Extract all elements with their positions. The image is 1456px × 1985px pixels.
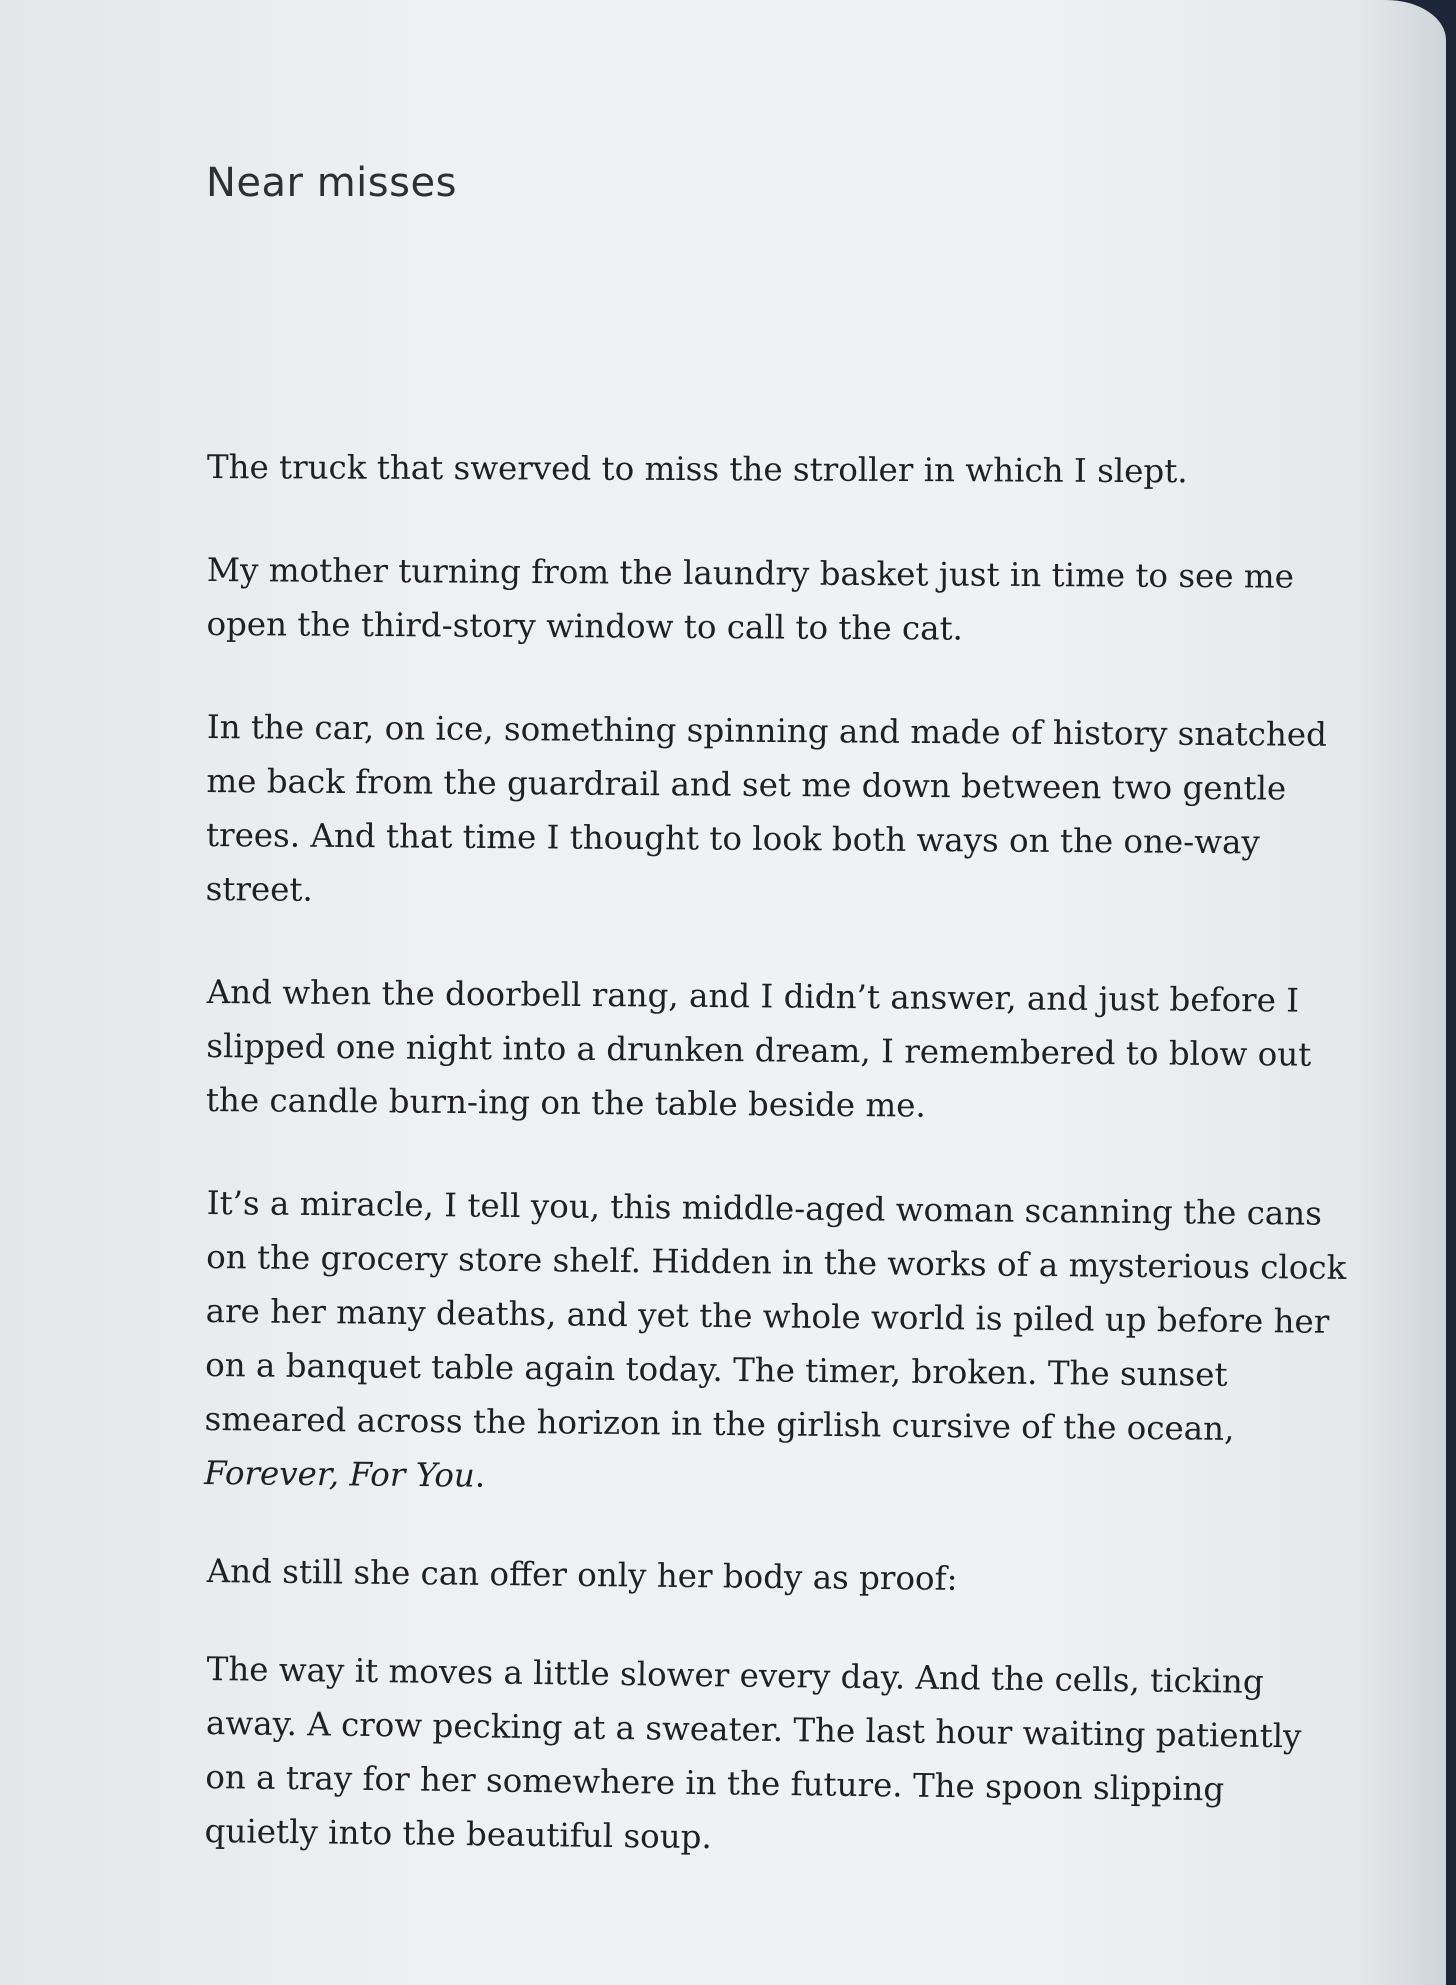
paragraph-1: The truck that swerved to miss the stroller in which I slept. [206, 447, 1188, 491]
poem-body [203, 440, 1357, 1858]
paragraph-7: The way it moves a little slower every day. And the cells, ticking away. A crow pecking at a sweater. The last hour waiting patiently on a tray for her somewhere in the future. The spoon slipping quietly into the beautiful soup. [204, 1649, 1302, 1857]
paragraph-5 [204, 1176, 1357, 1511]
italic-phrase: Forever, For You [203, 1453, 475, 1495]
paragraph-2: My mother turning from the laundry basket just in time to see me open the third-story window to call to the cat. [206, 550, 1295, 648]
paragraph-3: In the car, on ice, something spinning and made of history snatched me back from the guardrail and set me down between two gentle trees. And that time I thought to look both ways on the one-way street. [205, 707, 1328, 909]
paragraph-4: And when the doorbell rang, and I didn’t answer, and just before I slipped one night into a drunken dream, I remembered to blow out the candle burn-ing on the table beside me. [205, 972, 1312, 1125]
poem-title: Near misses [206, 160, 457, 206]
italic-suffix: . [474, 1456, 486, 1495]
paragraph-6: And still she can offer only her body as proof: [206, 1551, 958, 1598]
paragraph-5-text: It’s a miracle, I tell you, this middle-aged woman scanning the cans on the grocery store shelf. Hidden in the works of a mysterious clock are her many deaths, and yet the whole world is piled up before her on a banquet table again today. The timer, broken. The sunset smeared across the horizon in the girlish cursive of the ocean, [204, 1183, 1347, 1448]
